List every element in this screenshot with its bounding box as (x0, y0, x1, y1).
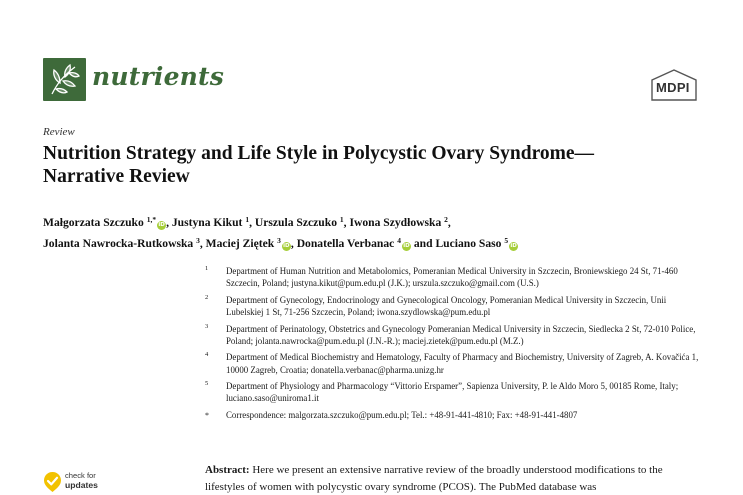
affiliation-text: Correspondence: malgorzata.szczuko@pum.edu.pl; Tel.: +48-91-441-4810; Fax: +48-91-441-4807 (226, 409, 578, 420)
author-name: Małgorzata Szczuko (43, 216, 144, 229)
affiliation-number: 3 (205, 322, 209, 330)
author[interactable] (297, 237, 411, 250)
author[interactable] (43, 237, 200, 250)
affiliation-item (205, 380, 705, 404)
author-name: Donatella Verbanac (296, 237, 395, 250)
journal-name: nutrients (92, 62, 225, 91)
orcid-icon[interactable]: iD (403, 243, 410, 249)
affiliation-item (205, 351, 705, 375)
affiliations-list (205, 265, 705, 426)
affiliation-number: 2 (205, 293, 209, 301)
orcid-icon[interactable]: iD (510, 243, 517, 249)
orcid-icon[interactable]: iD (158, 222, 165, 228)
publisher-name: MDPI (656, 80, 690, 95)
author-name: Iwona Szydłowska (349, 216, 442, 229)
author-affiliation-number: 3 (196, 236, 200, 245)
abstract-text: Here we present an extensive narrative review of the broadly understood modifications to the lifestyles of women with polycystic ovary syndrome (PCOS). The PubMed database was (205, 464, 663, 493)
affiliation-number: 1 (205, 265, 209, 272)
affiliation-text: Department of Physiology and Pharmacology “Vittorio Erspamer”, Sapienza University, P. le Aldo Moro 5, 00185 Rome, Italy; luciano.saso@uniroma1.it (226, 381, 679, 404)
author-separator: , (249, 216, 255, 229)
check-for-updates-link[interactable]: check for updates (65, 471, 98, 490)
author-name: Maciej Ziętek (205, 237, 275, 250)
author-list (43, 211, 683, 253)
author-affiliation-number: 4 (397, 236, 401, 245)
affiliation-item (205, 294, 705, 318)
author-name: Urszula Szczuko (254, 216, 337, 229)
author-affiliation-number: 1 (245, 215, 250, 224)
article-title: Nutrition Strategy and Life Style in Polycystic Ovary Syndrome—Narrative Review (43, 143, 595, 187)
article-type: Review (43, 126, 75, 138)
author-affiliation-number: 2 (444, 215, 448, 224)
author[interactable] (206, 237, 291, 250)
affiliation-text: Department of Perinatology, Obstetrics and Gynecology Pomeranian Medical University in Szczecin, Siedlecka 2 St, 72-010 Police, Poland; jolanta.nawrocka@pum.edu.pl (J.N.-R.); maciej.zietek@pum.edu.pl (M.Z.) (226, 323, 696, 346)
author-name: Luciano Saso (435, 237, 502, 250)
abstract-label: Abstract: (205, 464, 250, 476)
author-name: Jolanta Nawrocka-Rutkowska (43, 237, 194, 250)
author[interactable] (435, 237, 518, 250)
author[interactable] (255, 216, 344, 229)
author[interactable] (349, 216, 447, 229)
affiliation-item (205, 409, 705, 421)
affiliation-number: * (205, 410, 209, 420)
check-for-updates-icon[interactable] (43, 471, 62, 493)
affiliation-text: Department of Human Nutrition and Metabolomics, Pomeranian Medical University in Szczecin, Broniewskiego 24 St, 71-460 Szczecin, Poland; justyna.kikut@pum.edu.pl (J.K.); urszula.szczuko@gmail.com (U.S.) (226, 266, 678, 289)
author[interactable] (172, 216, 249, 229)
affiliation-text: Department of Medical Biochemistry and Hematology, Faculty of Pharmacy and Biochemistry, University of Zagreb, A. Kovačića 1, 10000 Zagreb, Croatia; donatella.verbanac@pharma.unizg.hr (226, 352, 699, 375)
affiliation-item (205, 265, 705, 289)
journal-logo-icon (43, 58, 86, 101)
author-name: Justyna Kikut (171, 216, 243, 229)
affiliation-number: 5 (205, 380, 209, 388)
affiliation-text: Department of Gynecology, Endocrinology and Gynecological Oncology, Pomeranian Medical University in Szczecin, Unii Lubelskiej 1 St, 71-256 Szczecin, Poland; iwona.szydlowska@pum.edu.pl (226, 294, 667, 317)
author[interactable] (43, 216, 166, 229)
author-separator: , (199, 237, 206, 250)
author-separator: , (166, 216, 172, 229)
author-affiliation-number: 1 (339, 215, 344, 224)
author-affiliation-number: 5 (504, 236, 509, 245)
abstract (205, 462, 705, 495)
orcid-icon[interactable]: iD (283, 243, 290, 249)
author-separator: , (290, 237, 297, 250)
affiliation-number: 4 (205, 351, 209, 359)
author-affiliation-number: 3 (277, 236, 281, 245)
author-separator: and (410, 237, 436, 250)
author-separator: , (343, 216, 350, 229)
author-separator: , (447, 216, 451, 229)
affiliation-item (205, 323, 705, 347)
author-affiliation-number: 1,* (146, 215, 157, 224)
